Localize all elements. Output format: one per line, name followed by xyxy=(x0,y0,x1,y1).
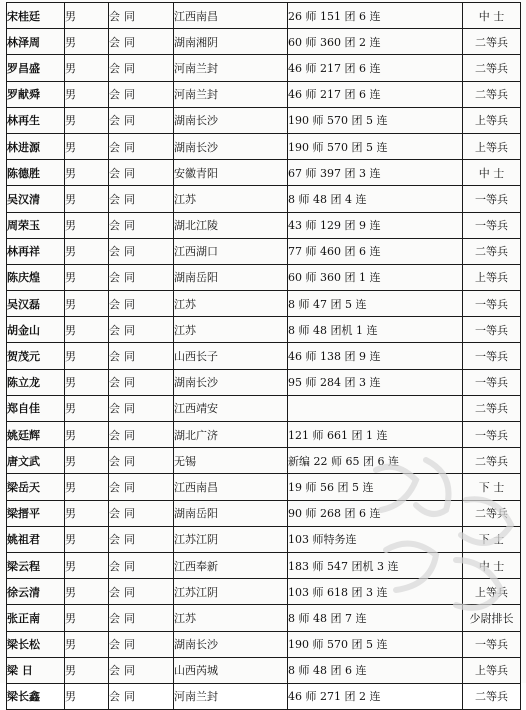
sex-cell: 男 xyxy=(65,605,109,631)
name-cell: 张正南 xyxy=(7,605,65,631)
hometown-cell: 江苏 xyxy=(174,317,288,343)
hometown-cell: 河南兰封 xyxy=(174,683,288,709)
party-cell: 会同 xyxy=(109,343,174,369)
unit-cell: 43 师 129 团 9 连 xyxy=(288,212,463,238)
unit-cell: 103 师特务连 xyxy=(288,526,463,552)
sex-cell: 男 xyxy=(65,81,109,107)
hometown-cell: 江苏 xyxy=(174,186,288,212)
name-cell: 林再祥 xyxy=(7,238,65,264)
party-cell: 会同 xyxy=(109,631,174,657)
rank-cell: 一等兵 xyxy=(463,291,521,317)
name-cell: 罗昌盛 xyxy=(7,55,65,81)
sex-cell: 男 xyxy=(65,133,109,159)
table-row xyxy=(7,3,521,29)
rank-cell: 一等兵 xyxy=(463,422,521,448)
rank-cell: 少尉排长 xyxy=(463,605,521,631)
rank-cell: 一等兵 xyxy=(463,186,521,212)
unit-cell: 46 师 217 团 6 连 xyxy=(288,55,463,81)
name-cell: 吴汉磊 xyxy=(7,291,65,317)
name-cell: 梁云程 xyxy=(7,552,65,578)
name-cell: 林再生 xyxy=(7,107,65,133)
sex-cell: 男 xyxy=(65,552,109,578)
hometown-cell: 河南兰封 xyxy=(174,81,288,107)
sex-cell: 男 xyxy=(65,291,109,317)
name-cell: 郑自佳 xyxy=(7,395,65,421)
rank-cell: 二等兵 xyxy=(463,81,521,107)
unit-cell: 121 师 661 团 1 连 xyxy=(288,422,463,448)
sex-cell: 男 xyxy=(65,683,109,709)
roster-body xyxy=(7,3,521,710)
hometown-cell: 江西湖口 xyxy=(174,238,288,264)
sex-cell: 男 xyxy=(65,395,109,421)
sex-cell: 男 xyxy=(65,500,109,526)
hometown-cell: 湖南长沙 xyxy=(174,107,288,133)
rank-cell: 一等兵 xyxy=(463,212,521,238)
sex-cell: 男 xyxy=(65,369,109,395)
rank-cell: 上等兵 xyxy=(463,264,521,290)
unit-cell: 60 师 360 团 2 连 xyxy=(288,29,463,55)
hometown-cell: 河南兰封 xyxy=(174,55,288,81)
hometown-cell: 江苏 xyxy=(174,291,288,317)
hometown-cell: 江西南昌 xyxy=(174,474,288,500)
unit-cell: 46 师 138 团 9 连 xyxy=(288,343,463,369)
sex-cell: 男 xyxy=(65,3,109,29)
sex-cell: 男 xyxy=(65,474,109,500)
party-cell: 会同 xyxy=(109,133,174,159)
table-row xyxy=(7,552,521,578)
rank-cell: 上等兵 xyxy=(463,107,521,133)
unit-cell: 77 师 460 团 6 连 xyxy=(288,238,463,264)
sex-cell: 男 xyxy=(65,579,109,605)
rank-cell: 中 士 xyxy=(463,160,521,186)
party-cell: 会同 xyxy=(109,160,174,186)
sex-cell: 男 xyxy=(65,631,109,657)
rank-cell: 上等兵 xyxy=(463,133,521,159)
hometown-cell: 湖北广济 xyxy=(174,422,288,448)
unit-cell: 67 师 397 团 3 连 xyxy=(288,160,463,186)
table-row xyxy=(7,264,521,290)
rank-cell: 下 士 xyxy=(463,474,521,500)
hometown-cell: 湖南长沙 xyxy=(174,631,288,657)
party-cell: 会同 xyxy=(109,317,174,343)
party-cell: 会同 xyxy=(109,605,174,631)
unit-cell: 8 师 47 团 5 连 xyxy=(288,291,463,317)
sex-cell: 男 xyxy=(65,526,109,552)
name-cell: 吴汉清 xyxy=(7,186,65,212)
roster-table xyxy=(6,2,521,710)
rank-cell: 二等兵 xyxy=(463,683,521,709)
name-cell: 林进源 xyxy=(7,133,65,159)
party-cell: 会同 xyxy=(109,186,174,212)
rank-cell: 一等兵 xyxy=(463,369,521,395)
hometown-cell: 湖南长沙 xyxy=(174,133,288,159)
hometown-cell: 湖南长沙 xyxy=(174,369,288,395)
party-cell: 会同 xyxy=(109,55,174,81)
unit-cell: 8 师 48 团机 1 连 xyxy=(288,317,463,343)
unit-cell: 8 师 48 团 6 连 xyxy=(288,657,463,683)
party-cell: 会同 xyxy=(109,107,174,133)
rank-cell: 二等兵 xyxy=(463,395,521,421)
table-row xyxy=(7,343,521,369)
party-cell: 会同 xyxy=(109,579,174,605)
table-row xyxy=(7,474,521,500)
table-row xyxy=(7,160,521,186)
unit-cell: 8 师 48 团 7 连 xyxy=(288,605,463,631)
party-cell: 会同 xyxy=(109,395,174,421)
unit-cell: 新编 22 师 65 团 6 连 xyxy=(288,448,463,474)
party-cell: 会同 xyxy=(109,291,174,317)
party-cell: 会同 xyxy=(109,29,174,55)
table-row xyxy=(7,683,521,709)
name-cell: 徐云清 xyxy=(7,579,65,605)
sex-cell: 男 xyxy=(65,264,109,290)
hometown-cell: 山西长子 xyxy=(174,343,288,369)
name-cell: 唐文武 xyxy=(7,448,65,474)
rank-cell: 一等兵 xyxy=(463,343,521,369)
unit-cell: 46 师 271 团 2 连 xyxy=(288,683,463,709)
rank-cell: 中 士 xyxy=(463,3,521,29)
sex-cell: 男 xyxy=(65,657,109,683)
unit-cell xyxy=(288,395,463,421)
name-cell: 梁岳天 xyxy=(7,474,65,500)
name-cell: 梁长松 xyxy=(7,631,65,657)
name-cell: 陈德胜 xyxy=(7,160,65,186)
unit-cell: 90 师 268 团 6 连 xyxy=(288,500,463,526)
table-row xyxy=(7,81,521,107)
name-cell: 胡金山 xyxy=(7,317,65,343)
party-cell: 会同 xyxy=(109,3,174,29)
sex-cell: 男 xyxy=(65,160,109,186)
rank-cell: 二等兵 xyxy=(463,29,521,55)
unit-cell: 26 师 151 团 6 连 xyxy=(288,3,463,29)
party-cell: 会同 xyxy=(109,552,174,578)
table-row xyxy=(7,107,521,133)
name-cell: 罗献舜 xyxy=(7,81,65,107)
unit-cell: 103 师 618 团 3 连 xyxy=(288,579,463,605)
name-cell: 周荣玉 xyxy=(7,212,65,238)
hometown-cell: 湖南湘阴 xyxy=(174,29,288,55)
rank-cell: 下 士 xyxy=(463,526,521,552)
table-row xyxy=(7,422,521,448)
table-row xyxy=(7,238,521,264)
table-row xyxy=(7,317,521,343)
party-cell: 会同 xyxy=(109,81,174,107)
party-cell: 会同 xyxy=(109,212,174,238)
sex-cell: 男 xyxy=(65,55,109,81)
party-cell: 会同 xyxy=(109,657,174,683)
party-cell: 会同 xyxy=(109,264,174,290)
table-row xyxy=(7,291,521,317)
unit-cell: 60 师 360 团 1 连 xyxy=(288,264,463,290)
rank-cell: 上等兵 xyxy=(463,579,521,605)
unit-cell: 19 师 56 团 5 连 xyxy=(288,474,463,500)
table-row xyxy=(7,500,521,526)
rank-cell: 二等兵 xyxy=(463,238,521,264)
rank-cell: 上等兵 xyxy=(463,657,521,683)
rank-cell: 中 士 xyxy=(463,552,521,578)
unit-cell: 190 师 570 团 5 连 xyxy=(288,133,463,159)
table-row xyxy=(7,657,521,683)
unit-cell: 190 师 570 团 5 连 xyxy=(288,107,463,133)
hometown-cell: 江西靖安 xyxy=(174,395,288,421)
name-cell: 姚廷辉 xyxy=(7,422,65,448)
unit-cell: 8 师 48 团 4 连 xyxy=(288,186,463,212)
sex-cell: 男 xyxy=(65,238,109,264)
sex-cell: 男 xyxy=(65,317,109,343)
hometown-cell: 江苏江阴 xyxy=(174,526,288,552)
table-row xyxy=(7,133,521,159)
rank-cell: 二等兵 xyxy=(463,55,521,81)
sex-cell: 男 xyxy=(65,186,109,212)
unit-cell: 46 师 217 团 6 连 xyxy=(288,81,463,107)
sex-cell: 男 xyxy=(65,448,109,474)
rank-cell: 一等兵 xyxy=(463,317,521,343)
hometown-cell: 湖南岳阳 xyxy=(174,500,288,526)
table-row xyxy=(7,395,521,421)
hometown-cell: 安徽青阳 xyxy=(174,160,288,186)
hometown-cell: 无锡 xyxy=(174,448,288,474)
table-row xyxy=(7,55,521,81)
sex-cell: 男 xyxy=(65,107,109,133)
hometown-cell: 江西南昌 xyxy=(174,3,288,29)
name-cell: 梁 日 xyxy=(7,657,65,683)
hometown-cell: 江西奉新 xyxy=(174,552,288,578)
sex-cell: 男 xyxy=(65,29,109,55)
sex-cell: 男 xyxy=(65,422,109,448)
table-row xyxy=(7,605,521,631)
name-cell: 林泽周 xyxy=(7,29,65,55)
table-row xyxy=(7,526,521,552)
name-cell: 宋桂廷 xyxy=(7,3,65,29)
name-cell: 陈庆煌 xyxy=(7,264,65,290)
party-cell: 会同 xyxy=(109,474,174,500)
unit-cell: 95 师 284 团 3 连 xyxy=(288,369,463,395)
party-cell: 会同 xyxy=(109,500,174,526)
party-cell: 会同 xyxy=(109,448,174,474)
name-cell: 姚祖君 xyxy=(7,526,65,552)
unit-cell: 183 师 547 团机 3 连 xyxy=(288,552,463,578)
rank-cell: 一等兵 xyxy=(463,631,521,657)
party-cell: 会同 xyxy=(109,422,174,448)
name-cell: 陈立龙 xyxy=(7,369,65,395)
table-row xyxy=(7,186,521,212)
sex-cell: 男 xyxy=(65,343,109,369)
hometown-cell: 湖北江陵 xyxy=(174,212,288,238)
name-cell: 贺茂元 xyxy=(7,343,65,369)
table-row xyxy=(7,448,521,474)
party-cell: 会同 xyxy=(109,526,174,552)
table-row xyxy=(7,369,521,395)
hometown-cell: 江苏 xyxy=(174,605,288,631)
party-cell: 会同 xyxy=(109,369,174,395)
party-cell: 会同 xyxy=(109,683,174,709)
table-row xyxy=(7,212,521,238)
hometown-cell: 江苏江阴 xyxy=(174,579,288,605)
name-cell: 梁长鑫 xyxy=(7,683,65,709)
table-row xyxy=(7,29,521,55)
rank-cell: 二等兵 xyxy=(463,448,521,474)
table-row xyxy=(7,631,521,657)
hometown-cell: 山西芮城 xyxy=(174,657,288,683)
table-row xyxy=(7,579,521,605)
party-cell: 会同 xyxy=(109,238,174,264)
hometown-cell: 湖南岳阳 xyxy=(174,264,288,290)
unit-cell: 190 师 570 团 5 连 xyxy=(288,631,463,657)
name-cell: 梁搢平 xyxy=(7,500,65,526)
rank-cell: 二等兵 xyxy=(463,500,521,526)
sex-cell: 男 xyxy=(65,212,109,238)
